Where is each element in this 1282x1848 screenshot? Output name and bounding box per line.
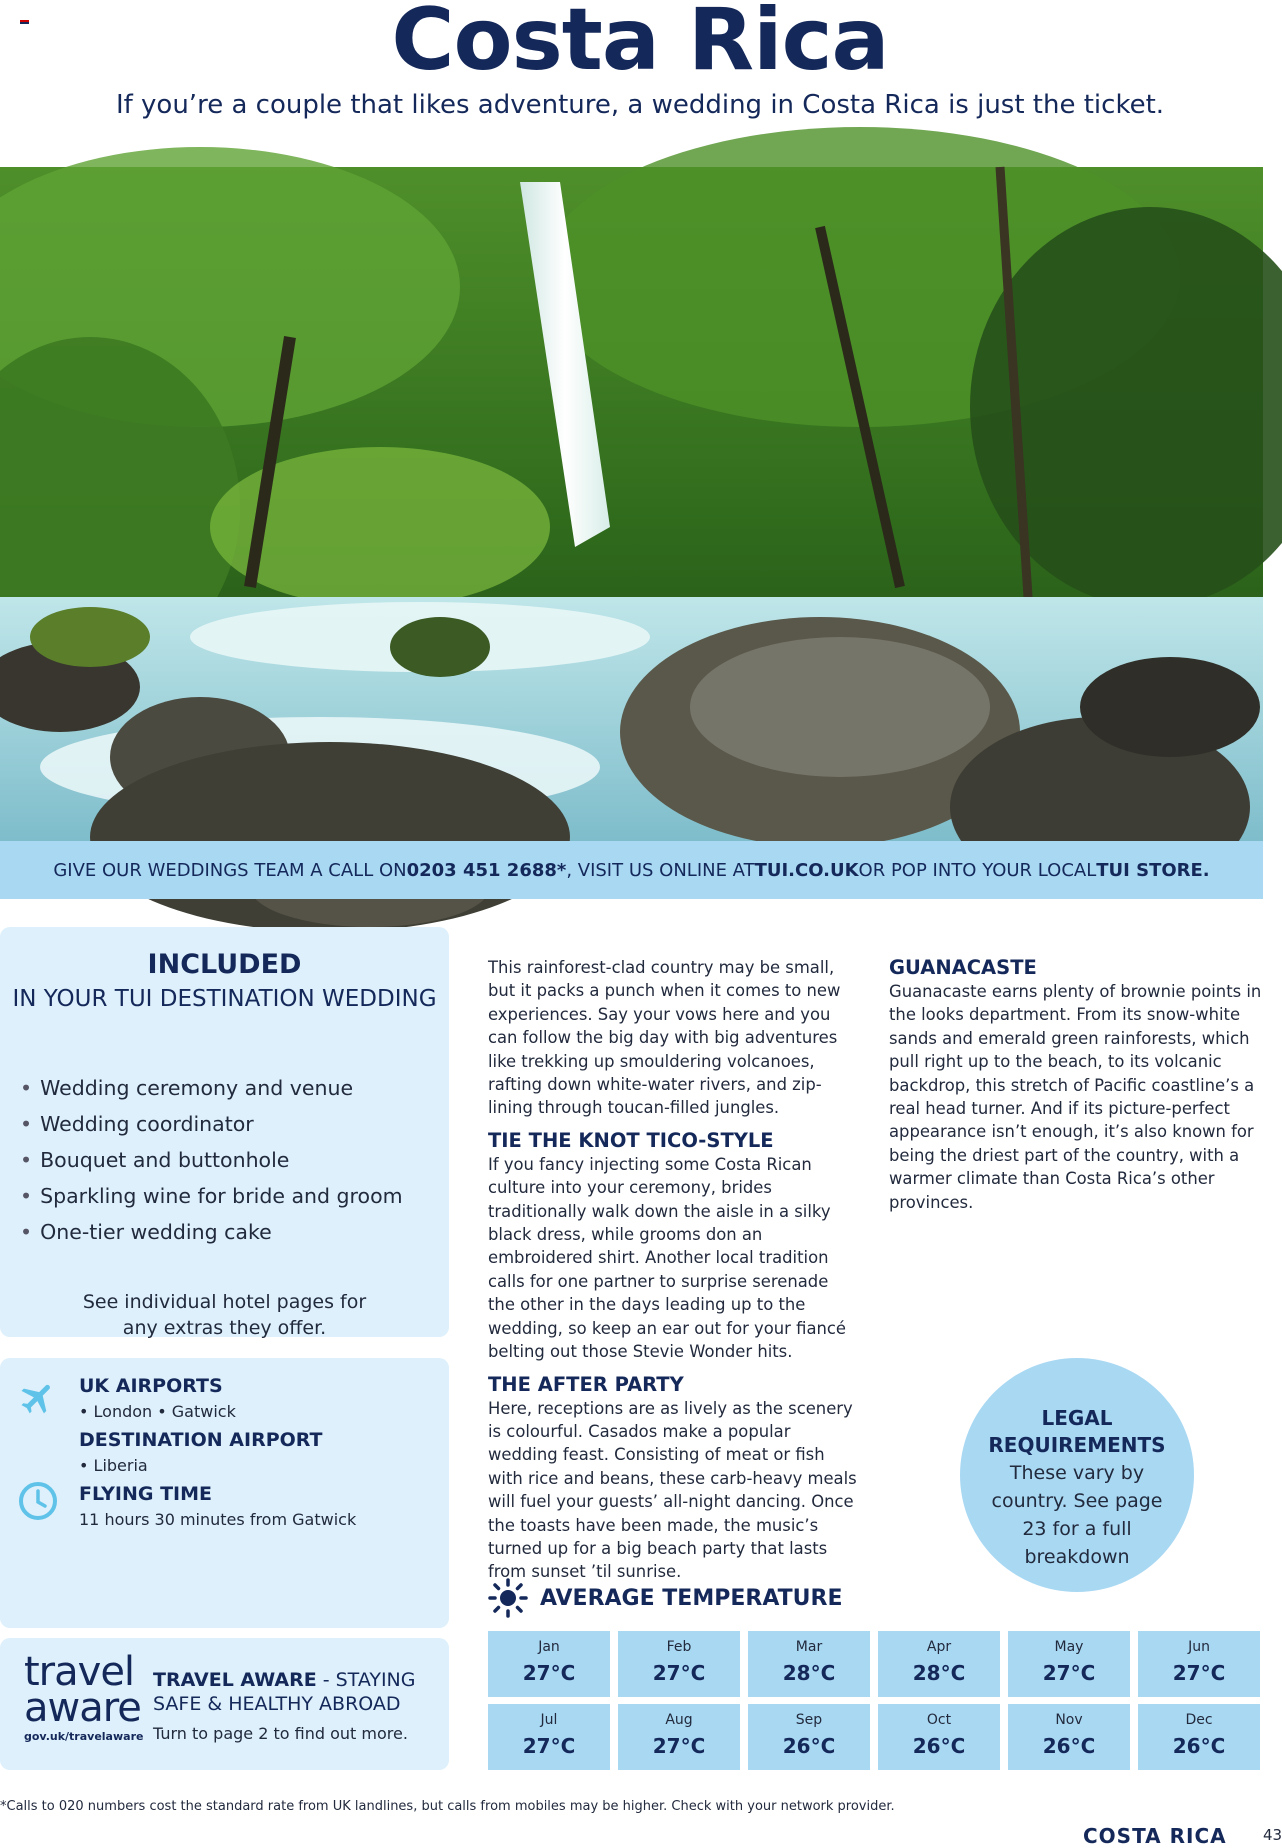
flight-info-panel bbox=[0, 1358, 449, 1628]
page-subtitle: If you’re a couple that likes adventure, a wedding in Costa Rica is just the ticket. bbox=[115, 90, 1165, 120]
flying-time-heading: FLYING TIME bbox=[79, 1483, 212, 1505]
month-label: Sep bbox=[795, 1712, 823, 1728]
temperature-heading bbox=[488, 1578, 842, 1618]
included-note: See individual hotel pages for any extras they offer. bbox=[82, 1291, 367, 1339]
list-item: • Bouquet and buttonhole bbox=[20, 1142, 449, 1178]
logo-line-1: travel bbox=[24, 1649, 135, 1695]
flying-time-text: 11 hours 30 minutes from Gatwick bbox=[79, 1510, 357, 1529]
tie-the-knot-paragraph: If you fancy injecting some Costa Rican culture into your ceremony, brides traditionally walk down the aisle in a silky black dress, while grooms don an embroidered shirt. Another local tradition calls for one partner to surprise serenade the other in the days leading up to the wedding, so keep an ear out for your fiancé belting out those Stevie Wonder hits. bbox=[488, 1154, 846, 1362]
travel-aware-heading-bold: TRAVEL AWARE bbox=[153, 1669, 317, 1691]
included-list bbox=[0, 1070, 449, 1250]
included-heading: INCLUDED bbox=[147, 949, 302, 980]
month-label: Jan bbox=[538, 1639, 560, 1655]
banner-text-3: OR POP INTO YOUR LOCAL bbox=[858, 859, 1097, 881]
banner-text-1: GIVE OUR WEDDINGS TEAM A CALL ON bbox=[53, 859, 407, 881]
temp-cell-dec bbox=[1138, 1704, 1260, 1770]
footnote: *Calls to 020 numbers cost the standard rate from UK landlines, but calls from mobiles may be higher. Check with your network provider. bbox=[0, 1799, 895, 1814]
page-number: 43 bbox=[1263, 1826, 1282, 1844]
temp-value: 26°C bbox=[1042, 1734, 1096, 1758]
month-label: Aug bbox=[665, 1712, 693, 1728]
guanacaste-heading: GUANACASTE bbox=[889, 956, 1037, 979]
temp-value: 28°C bbox=[912, 1661, 966, 1685]
list-item: • Sparkling wine for bride and groom bbox=[20, 1178, 449, 1214]
uk-airports-text: • London • Gatwick bbox=[79, 1402, 236, 1421]
article-column-1 bbox=[488, 956, 858, 1584]
month-label: Apr bbox=[926, 1639, 952, 1655]
temp-cell-oct bbox=[878, 1704, 1000, 1770]
temperature-heading-text: AVERAGE TEMPERATURE bbox=[540, 1585, 843, 1611]
logo-line-2: aware bbox=[24, 1685, 141, 1731]
month-label: Feb bbox=[666, 1639, 692, 1655]
uk-airports-heading: UK AIRPORTS bbox=[79, 1375, 223, 1397]
list-item: • One-tier wedding cake bbox=[20, 1214, 449, 1250]
travel-aware-url[interactable]: gov.uk/travelaware bbox=[24, 1730, 144, 1743]
month-label: Mar bbox=[795, 1639, 823, 1655]
temp-value: 28°C bbox=[782, 1661, 836, 1685]
travel-aware-logo bbox=[24, 1649, 144, 1743]
phone-number-link[interactable]: 0203 451 2688* bbox=[406, 859, 567, 881]
travel-aware-text: Turn to page 2 to find out more. bbox=[153, 1724, 408, 1743]
sun-icon bbox=[488, 1578, 528, 1618]
temp-value: 27°C bbox=[652, 1734, 706, 1758]
month-label: Jun bbox=[1188, 1639, 1210, 1655]
footer-section-name: COSTA RICA bbox=[1083, 1824, 1227, 1848]
month-label: Jul bbox=[540, 1712, 558, 1728]
travel-aware-heading-rest: - STAYING SAFE & HEALTHY ABROAD bbox=[153, 1669, 416, 1715]
after-party-heading: THE AFTER PARTY bbox=[488, 1372, 684, 1396]
temp-value: 26°C bbox=[782, 1734, 836, 1758]
temp-cell-apr bbox=[878, 1631, 1000, 1697]
temp-cell-jul bbox=[488, 1704, 610, 1770]
month-label: Dec bbox=[1185, 1712, 1213, 1728]
temp-cell-feb bbox=[618, 1631, 740, 1697]
website-link[interactable]: TUI.CO.UK bbox=[754, 859, 859, 881]
destination-airport-heading: DESTINATION AIRPORT bbox=[79, 1429, 323, 1451]
legal-text: These vary by country. See page 23 for a full breakdown bbox=[991, 1462, 1163, 1568]
temp-cell-jan bbox=[488, 1631, 610, 1697]
banner-text-2: , VISIT US ONLINE AT bbox=[566, 859, 755, 881]
list-item: • Wedding coordinator bbox=[20, 1106, 449, 1142]
temp-cell-nov bbox=[1008, 1704, 1130, 1770]
temp-cell-may bbox=[1008, 1631, 1130, 1697]
legal-requirements-badge bbox=[960, 1358, 1194, 1592]
clock-icon bbox=[18, 1481, 58, 1521]
legal-heading: LEGAL REQUIREMENTS bbox=[988, 1406, 1166, 1457]
temp-value: 26°C bbox=[912, 1734, 966, 1758]
temp-cell-sep bbox=[748, 1704, 870, 1770]
airplane-icon bbox=[18, 1378, 58, 1418]
temp-value: 26°C bbox=[1172, 1734, 1226, 1758]
temp-cell-mar bbox=[748, 1631, 870, 1697]
temp-value: 27°C bbox=[522, 1661, 576, 1685]
travel-aware-panel bbox=[0, 1638, 449, 1770]
waterfall-photo bbox=[0, 167, 1263, 899]
contact-banner bbox=[0, 841, 1263, 899]
hero-image bbox=[0, 167, 1263, 899]
list-item: • Wedding ceremony and venue bbox=[20, 1070, 449, 1106]
included-subheading: IN YOUR TUI DESTINATION WEDDING bbox=[12, 986, 437, 1012]
page-title: Costa Rica bbox=[391, 0, 889, 90]
store-text: TUI STORE. bbox=[1096, 859, 1210, 881]
tie-the-knot-heading: TIE THE KNOT TICO-STYLE bbox=[488, 1128, 774, 1152]
temp-cell-aug bbox=[618, 1704, 740, 1770]
temp-value: 27°C bbox=[1042, 1661, 1096, 1685]
month-label: May bbox=[1054, 1639, 1084, 1655]
temperature-table bbox=[488, 1631, 1264, 1770]
guanacaste-paragraph: Guanacaste earns plenty of brownie points in the looks department. From its snow-white sands and emerald green rainforests, which pull right up to the beach, to its volcanic backdrop, this stretch of Pacific coastline’s a real head turner. And if its picture-perfect appearance isn’t enough, it’s also known for being the driest part of the country, with a warmer climate than Costa Rica’s other provinces. bbox=[889, 982, 1262, 1212]
month-label: Nov bbox=[1055, 1712, 1083, 1728]
temp-value: 27°C bbox=[1172, 1661, 1226, 1685]
destination-airport-text: • Liberia bbox=[79, 1456, 148, 1475]
article-column-2 bbox=[889, 956, 1265, 1214]
included-panel bbox=[0, 927, 449, 1337]
travel-aware-heading bbox=[153, 1668, 449, 1716]
temp-value: 27°C bbox=[522, 1734, 576, 1758]
after-party-paragraph: Here, receptions are as lively as the scenery is colourful. Casados make a popular wedding feast. Consisting of meat or fish with rice and beans, these carb-heavy meals will fuel your guests’ all-night dancing. Once the toasts have been made, the music’s turned up for a big beach party that lasts from sunset ’til sunrise. bbox=[488, 1398, 857, 1582]
temp-cell-jun bbox=[1138, 1631, 1260, 1697]
temp-value: 27°C bbox=[652, 1661, 706, 1685]
month-label: Oct bbox=[926, 1712, 952, 1728]
intro-paragraph: This rainforest-clad country may be small, but it packs a punch when it comes to new experiences. Say your vows here and you can follow the big day with big adventures like trekking up smouldering volcanoes, rafting down white-water rivers, and zip-lining through toucan-filled jungles. bbox=[488, 958, 841, 1118]
